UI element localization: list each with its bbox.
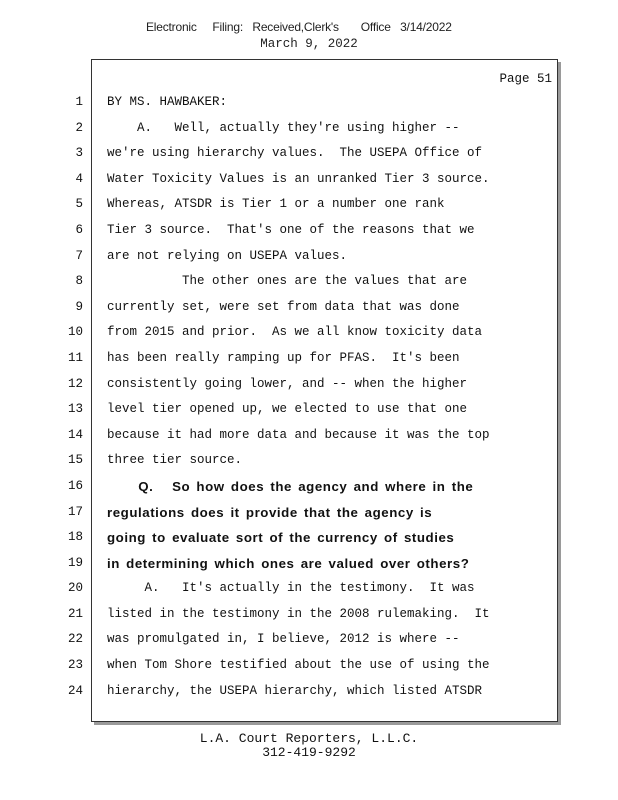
transcript-line xyxy=(0,551,618,577)
transcript-line xyxy=(0,372,618,398)
line-text: hierarchy, the USEPA hierarchy, which listed ATSDR xyxy=(107,683,483,698)
transcript-line xyxy=(0,500,618,526)
filing-stamp: Electronic Filing: Received,Clerk's Office 3/14/2022 xyxy=(146,20,452,34)
transcript-line xyxy=(0,602,618,628)
transcript-line xyxy=(0,90,618,116)
line-text: we're using hierarchy values. The USEPA Office of xyxy=(107,146,483,161)
line-number: 22 xyxy=(67,632,83,647)
line-number: 9 xyxy=(75,299,83,314)
transcript-line xyxy=(0,448,618,474)
line-number: 17 xyxy=(67,504,83,519)
line-text: The other ones are the values that are xyxy=(107,274,468,289)
line-number: 14 xyxy=(67,427,83,442)
line-text: listed in the testimony in the 2008 rulemaking. It xyxy=(107,606,490,621)
transcript-line xyxy=(0,346,618,372)
line-number: 6 xyxy=(75,222,83,237)
line-number: 18 xyxy=(67,530,83,545)
line-text: from 2015 and prior. As we all know toxicity data xyxy=(107,325,483,340)
transcript-line xyxy=(0,295,618,321)
transcript-date: March 9, 2022 xyxy=(260,37,358,51)
line-text: Q. So how does the agency and where in the xyxy=(107,478,474,494)
transcript-line xyxy=(0,576,618,602)
transcript-lines xyxy=(0,90,618,704)
transcript-line xyxy=(0,141,618,167)
line-text: are not relying on USEPA values. xyxy=(107,248,348,263)
line-text: BY MS. HAWBAKER: xyxy=(107,95,228,109)
court-reporter-phone: 312-419-9292 xyxy=(262,745,356,760)
transcript-line xyxy=(0,397,618,423)
line-text: consistently going lower, and -- when the higher xyxy=(107,376,468,391)
line-number: 12 xyxy=(67,376,83,391)
line-text: currently set, were set from data that was done xyxy=(107,299,460,314)
transcript-line xyxy=(0,218,618,244)
line-number: 8 xyxy=(75,274,83,289)
transcript-line xyxy=(0,525,618,551)
line-number: 24 xyxy=(67,683,83,698)
line-text: was promulgated in, I believe, 2012 is where -- xyxy=(107,632,460,647)
transcript-line xyxy=(0,192,618,218)
transcript-line xyxy=(0,423,618,449)
line-text: level tier opened up, we elected to use that one xyxy=(107,402,468,417)
line-number: 20 xyxy=(67,581,83,596)
transcript-line xyxy=(0,474,618,500)
line-number: 23 xyxy=(67,658,83,673)
transcript-line xyxy=(0,679,618,705)
line-text: regulations does it provide that the agency is xyxy=(107,504,433,520)
footer xyxy=(0,732,618,760)
court-reporter-company: L.A. Court Reporters, L.L.C. xyxy=(199,731,419,746)
line-number: 16 xyxy=(67,478,83,493)
line-number: 7 xyxy=(75,248,83,263)
transcript-line xyxy=(0,116,618,142)
page-number: Page 51 xyxy=(499,72,552,86)
line-text: when Tom Shore testified about the use of using the xyxy=(107,658,490,673)
line-text: A. Well, actually they're using higher -- xyxy=(107,120,460,135)
transcript-line xyxy=(0,653,618,679)
line-number: 21 xyxy=(67,606,83,621)
transcript-line xyxy=(0,627,618,653)
line-text: Tier 3 source. That's one of the reasons that we xyxy=(107,222,475,237)
line-text: in determining which ones are valued over others? xyxy=(107,555,470,571)
line-number: 15 xyxy=(67,453,83,468)
transcript-line xyxy=(0,269,618,295)
transcript-line xyxy=(0,244,618,270)
line-number: 10 xyxy=(67,325,83,340)
line-text: Whereas, ATSDR is Tier 1 or a number one rank xyxy=(107,197,445,212)
line-number: 2 xyxy=(75,120,83,135)
line-number: 5 xyxy=(75,197,83,212)
line-number: 4 xyxy=(75,171,83,186)
line-number: 13 xyxy=(67,402,83,417)
line-text: A. It's actually in the testimony. It was xyxy=(107,581,475,596)
line-text: because it had more data and because it was the top xyxy=(107,427,490,442)
transcript-line xyxy=(0,167,618,193)
line-text: Water Toxicity Values is an unranked Tier 3 source. xyxy=(107,171,490,186)
line-number: 3 xyxy=(75,146,83,161)
line-number: 1 xyxy=(75,95,83,109)
line-text: going to evaluate sort of the currency of studies xyxy=(107,530,455,546)
line-text: three tier source. xyxy=(107,453,243,468)
transcript-line xyxy=(0,320,618,346)
line-text: has been really ramping up for PFAS. It's been xyxy=(107,350,460,365)
line-number: 11 xyxy=(67,350,83,365)
line-number: 19 xyxy=(67,555,83,570)
